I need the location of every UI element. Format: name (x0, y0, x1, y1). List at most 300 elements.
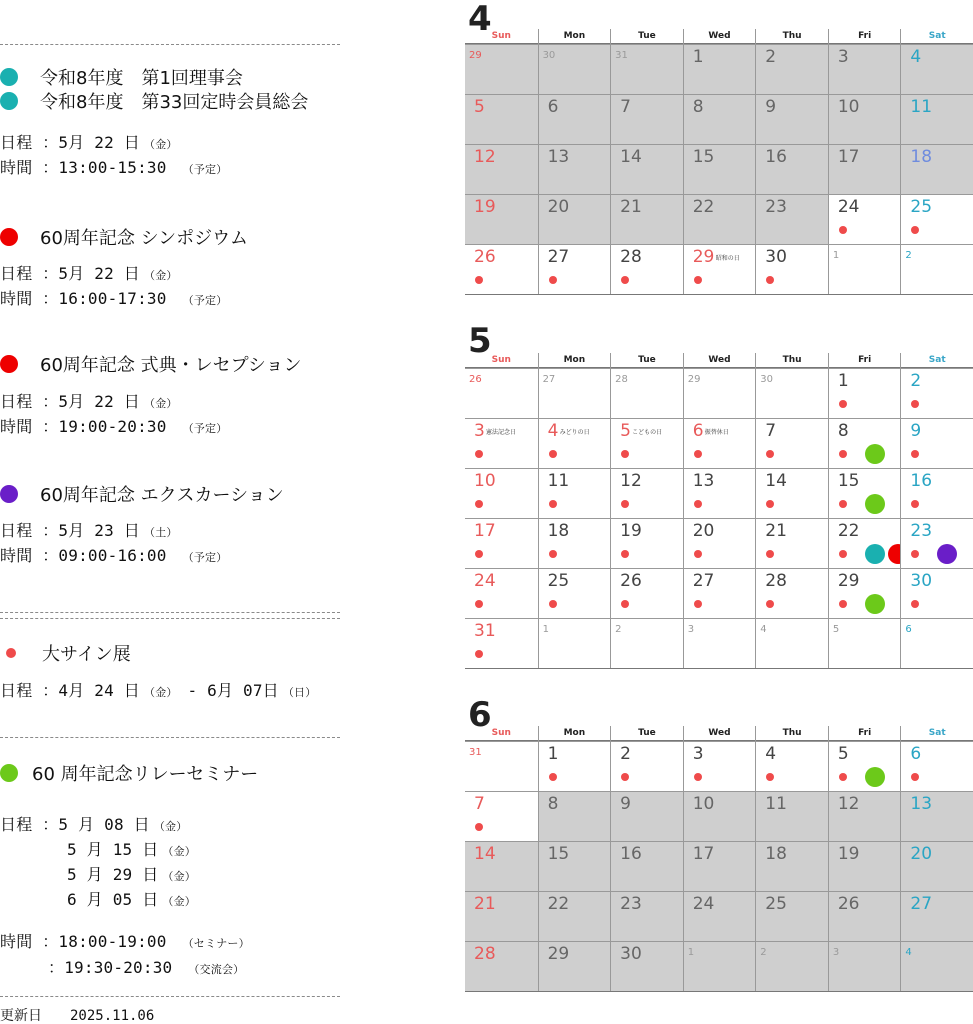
weekday-tue: Tue (610, 353, 683, 368)
exhibition-dot-icon (839, 773, 847, 781)
day-number: 30 (760, 374, 774, 385)
time-note: （交流会） (188, 963, 245, 976)
day-number: 14 (474, 844, 496, 864)
day-number: 1 (542, 624, 549, 635)
day-number: 24 (837, 197, 860, 217)
weekday-sun: Sun (491, 31, 511, 41)
exhibition-dot-icon (694, 500, 702, 508)
event-title-text: 令和8年度 第33回定時会員総会 (40, 92, 309, 113)
calendar-day[interactable] (538, 791, 611, 841)
day-number: 30 (910, 571, 933, 591)
weekday-fri: Fri (828, 726, 901, 741)
calendar-day[interactable] (900, 468, 973, 518)
day-number: 27 (542, 374, 556, 385)
date-text: 5 月 29 日 (67, 865, 159, 884)
event-general-meeting-title (0, 88, 308, 114)
calendar-day-outside[interactable] (755, 941, 828, 991)
day-number: 29 (687, 374, 701, 385)
calendar-day[interactable] (538, 741, 611, 791)
event-date (67, 887, 196, 910)
day-number: 11 (765, 794, 787, 814)
weekday-thu: Thu (755, 353, 828, 368)
calendar-day[interactable] (683, 468, 756, 518)
holiday-label: 憲法記念日 (486, 429, 517, 436)
day-number: 15 (547, 844, 570, 864)
calendar-day[interactable] (683, 518, 756, 568)
calendar-day-outside[interactable] (755, 368, 828, 418)
calendar-day[interactable] (755, 94, 828, 144)
calendar-day-outside[interactable] (610, 368, 683, 418)
day-number: 22 (547, 894, 570, 914)
calendar-day[interactable] (465, 468, 538, 518)
calendar-day-outside[interactable] (900, 941, 973, 991)
calendar-day[interactable] (538, 941, 611, 991)
calendar-day[interactable] (538, 418, 611, 468)
day-number: 6 (547, 97, 559, 117)
calendar-day[interactable] (610, 418, 683, 468)
exhibition-dot-icon (549, 276, 557, 284)
day-number: 1 (692, 47, 704, 67)
calendar-day[interactable] (538, 244, 611, 294)
calendar-day[interactable] (538, 518, 611, 568)
calendar-day[interactable] (538, 144, 611, 194)
weekday-sat: Sat (900, 29, 973, 44)
calendar-day-outside[interactable] (465, 44, 538, 94)
teal-event-icon[interactable] (865, 544, 885, 564)
day-number: 2 (620, 744, 631, 764)
day-number: 2 (615, 624, 622, 635)
calendar-day-outside[interactable] (538, 618, 611, 668)
event-time (0, 286, 227, 309)
calendar-day[interactable] (610, 741, 683, 791)
calendar-day[interactable] (828, 791, 901, 841)
calendar-day[interactable] (900, 144, 973, 194)
calendar-day[interactable] (465, 518, 538, 568)
calendar-day[interactable] (683, 194, 756, 244)
time-note: （予定） (182, 294, 228, 307)
calendar-day[interactable] (755, 468, 828, 518)
day-number: 13 (910, 794, 933, 814)
exhibition-dot-icon (911, 600, 919, 608)
calendar-day[interactable] (755, 44, 828, 94)
calendar-day[interactable] (900, 44, 973, 94)
calendar-day[interactable] (610, 941, 683, 991)
green-circle-icon (0, 764, 18, 782)
day-number: 12 (837, 794, 860, 814)
calendar-day-outside[interactable] (465, 368, 538, 418)
day-number: 31 (615, 50, 628, 61)
red-circle-icon (0, 228, 18, 246)
exhibition-dot-icon (549, 550, 557, 558)
exhibition-dot-icon (694, 773, 702, 781)
day-number: 9 (620, 794, 631, 814)
calendar-day[interactable] (538, 568, 611, 618)
calendar-day[interactable] (755, 244, 828, 294)
day-number: 3 (692, 744, 704, 764)
event-time (0, 155, 227, 178)
event-excursion-title (0, 481, 284, 507)
date-text: 日程 ：5 月 08 日 (0, 815, 150, 834)
day-number: 2 (910, 371, 922, 391)
calendar-day-outside[interactable] (610, 618, 683, 668)
weekday-header (465, 353, 973, 368)
exhibition-dot-icon (911, 550, 919, 558)
weekday-note: （土） (144, 526, 178, 539)
calendar-day[interactable] (900, 841, 973, 891)
calendar-day[interactable] (610, 194, 683, 244)
day-number: 25 (765, 894, 787, 914)
day-number: 10 (474, 471, 496, 491)
event-title-text: 60 周年記念リレーセミナー (32, 764, 259, 785)
divider (0, 44, 340, 45)
calendar-day[interactable] (538, 891, 611, 941)
day-number: 17 (837, 147, 860, 167)
day-number: 21 (474, 894, 496, 914)
exhibition-dot-icon (766, 276, 774, 284)
exhibition-dot-icon (766, 450, 774, 458)
day-number: 6 (910, 744, 922, 764)
event-time (0, 543, 227, 566)
day-number: 2 (760, 947, 767, 958)
day-number: 16 (620, 844, 642, 864)
day-number: 30 (765, 247, 787, 267)
day-number: 3 (474, 421, 485, 441)
day-number: 14 (765, 471, 787, 491)
calendar-day-outside[interactable] (900, 244, 973, 294)
calendar-day[interactable] (465, 891, 538, 941)
calendar-day[interactable] (465, 244, 538, 294)
calendar-day[interactable] (538, 468, 611, 518)
green-event-icon[interactable] (865, 767, 885, 787)
event-date (0, 261, 178, 284)
calendar-day-outside[interactable] (465, 741, 538, 791)
green-event-icon[interactable] (865, 494, 885, 514)
event-date (0, 678, 316, 701)
calendar-day[interactable] (828, 368, 901, 418)
purple-circle-icon (0, 485, 18, 503)
red-circle-icon (0, 355, 18, 373)
day-number: 28 (474, 944, 496, 964)
calendar-day[interactable] (610, 144, 683, 194)
event-title-text: 大サイン展 (42, 644, 131, 665)
calendar-day[interactable] (465, 568, 538, 618)
calendar-day[interactable] (610, 94, 683, 144)
day-number: 1 (837, 371, 849, 391)
calendar-day-outside[interactable] (683, 941, 756, 991)
event-date (0, 130, 178, 153)
calendar-day[interactable] (900, 194, 973, 244)
calendar-day[interactable] (683, 891, 756, 941)
day-number: 28 (615, 374, 628, 385)
calendar-day[interactable] (610, 791, 683, 841)
weekday-note: （金） (144, 397, 178, 410)
exhibition-dot-icon (911, 450, 919, 458)
calendar-day[interactable] (828, 468, 901, 518)
calendar-day[interactable] (610, 568, 683, 618)
calendar-day[interactable] (828, 144, 901, 194)
calendar-day[interactable] (465, 418, 538, 468)
weekday-note: （金） (162, 895, 197, 908)
month-number: 4 (468, 0, 492, 39)
exhibition-dot-icon (839, 450, 847, 458)
calendar-day[interactable] (828, 841, 901, 891)
weekday-mon: Mon (538, 353, 611, 368)
weekday-note: （日） (282, 686, 317, 699)
time-note: （予定） (182, 422, 228, 435)
day-number: 3 (837, 47, 849, 67)
exhibition-dot-icon (911, 226, 919, 234)
calendar-day[interactable] (683, 44, 756, 94)
weekday-sun: Sun (491, 355, 511, 365)
calendar-day[interactable] (755, 418, 828, 468)
time-text: 時間 ：09:00-16:00 (0, 546, 167, 565)
calendar-day-outside[interactable] (828, 618, 901, 668)
exhibition-dot-icon (621, 276, 629, 284)
divider (0, 737, 340, 738)
date-text: 日程 ：5月 22 日 (0, 133, 140, 152)
updated-label: 更新日 (0, 1008, 42, 1024)
calendar-day[interactable] (610, 468, 683, 518)
weekday-thu: Thu (755, 29, 828, 44)
day-number: 7 (620, 97, 631, 117)
exhibition-dot-icon (475, 600, 483, 608)
exhibition-dot-icon (911, 500, 919, 508)
exhibition-dot-icon (475, 500, 483, 508)
day-number: 18 (910, 147, 933, 167)
day-number: 7 (474, 794, 485, 814)
calendar-day[interactable] (755, 891, 828, 941)
calendar-day[interactable] (755, 194, 828, 244)
day-number: 27 (692, 571, 715, 591)
teal-circle-icon (0, 92, 18, 110)
calendar-day[interactable] (465, 941, 538, 991)
calendar-day[interactable] (755, 741, 828, 791)
day-number: 10 (837, 97, 860, 117)
divider (0, 618, 340, 619)
calendar-day[interactable] (828, 741, 901, 791)
calendar-day[interactable] (538, 841, 611, 891)
calendar-day-outside[interactable] (900, 618, 973, 668)
calendar-day[interactable] (900, 791, 973, 841)
weekday-fri: Fri (828, 29, 901, 44)
calendar-day[interactable] (900, 94, 973, 144)
calendar-day[interactable] (683, 418, 756, 468)
day-number: 25 (547, 571, 570, 591)
day-number: 30 (620, 944, 642, 964)
weekday-note: （金） (162, 870, 197, 883)
event-title-text: 令和8年度 第1回理事会 (40, 68, 243, 89)
date-text: 5 月 15 日 (67, 840, 159, 859)
calendar-day[interactable] (828, 194, 901, 244)
time-text: 時間 ：19:00-20:30 (0, 417, 167, 436)
day-number: 9 (910, 421, 922, 441)
holiday-label: 振替休日 (704, 429, 729, 436)
weekday-wed: Wed (683, 29, 756, 44)
exhibition-dot-icon (621, 450, 629, 458)
calendar-day[interactable] (683, 568, 756, 618)
calendar-day[interactable] (465, 144, 538, 194)
calendar-day[interactable] (828, 518, 901, 568)
day-number: 21 (765, 521, 787, 541)
calendar-day[interactable] (610, 891, 683, 941)
calendar-april (465, 0, 973, 292)
calendar-day[interactable] (755, 791, 828, 841)
day-number: 8 (692, 97, 704, 117)
calendar-day[interactable] (828, 94, 901, 144)
exhibition-dot-icon (621, 773, 629, 781)
exhibition-dot-icon (549, 773, 557, 781)
day-number: 3 (832, 947, 840, 958)
day-number: 26 (469, 374, 482, 385)
time-note: （予定） (182, 163, 228, 176)
weekday-sun: Sun (491, 728, 511, 738)
day-number: 9 (765, 97, 777, 117)
weekday-tue: Tue (610, 726, 683, 741)
exhibition-dot-icon (475, 823, 483, 831)
divider (0, 996, 340, 997)
calendar-day[interactable] (465, 618, 538, 668)
date-text: 6 月 05 日 (67, 890, 159, 909)
time-note: （予定） (182, 551, 228, 564)
calendar-day[interactable] (755, 144, 828, 194)
event-date (0, 518, 178, 541)
day-number: 26 (474, 247, 496, 267)
weekday-note: （金） (153, 820, 188, 833)
calendar-day[interactable] (900, 368, 973, 418)
day-number: 23 (910, 521, 933, 541)
exhibition-dot-icon (839, 600, 847, 608)
date-text: - 6月 07日 (187, 681, 279, 700)
calendar-day[interactable] (683, 741, 756, 791)
event-relay-seminar-title (0, 760, 258, 786)
calendar-may (465, 322, 973, 667)
weekday-header (465, 29, 973, 44)
calendar-day-outside[interactable] (828, 244, 901, 294)
calendar-day[interactable] (755, 841, 828, 891)
day-number: 16 (765, 147, 787, 167)
calendar-day-outside[interactable] (538, 44, 611, 94)
day-number: 26 (837, 894, 860, 914)
calendar-day-outside[interactable] (755, 618, 828, 668)
event-list (0, 0, 345, 1024)
weekday-thu: Thu (755, 726, 828, 741)
calendar-day[interactable] (755, 568, 828, 618)
date-text: 日程 ：5月 23 日 (0, 521, 140, 540)
day-number: 11 (547, 471, 570, 491)
date-text: 日程 ：5月 22 日 (0, 392, 140, 411)
day-number: 20 (547, 197, 570, 217)
day-number: 13 (547, 147, 570, 167)
calendar-day[interactable] (610, 518, 683, 568)
month-number: 5 (468, 321, 492, 361)
calendar-day[interactable] (465, 194, 538, 244)
day-number: 23 (765, 197, 787, 217)
weekday-wed: Wed (683, 726, 756, 741)
green-event-icon[interactable] (865, 594, 885, 614)
calendar-day[interactable] (828, 568, 901, 618)
event-board-meeting-title (0, 64, 243, 90)
calendar-day[interactable] (683, 841, 756, 891)
calendar-day[interactable] (900, 568, 973, 618)
calendar-day[interactable] (828, 418, 901, 468)
day-number: 11 (910, 97, 933, 117)
weekday-note: （金） (144, 138, 178, 151)
calendar-day-outside[interactable] (828, 941, 901, 991)
calendar-day[interactable] (465, 841, 538, 891)
day-number: 8 (837, 421, 849, 441)
day-number: 1 (547, 744, 559, 764)
calendar-day-outside[interactable] (683, 368, 756, 418)
calendar-day[interactable] (610, 841, 683, 891)
calendar-day[interactable] (683, 791, 756, 841)
weekday-sat: Sat (900, 353, 973, 368)
day-number: 26 (620, 571, 642, 591)
exhibition-dot-icon (475, 450, 483, 458)
exhibition-dot-icon (839, 550, 847, 558)
day-number: 12 (474, 147, 496, 167)
day-number: 12 (620, 471, 642, 491)
exhibition-dot-icon (475, 550, 483, 558)
calendar-day[interactable] (828, 44, 901, 94)
calendar-day[interactable] (683, 144, 756, 194)
event-symposium-title (0, 224, 248, 250)
day-number: 8 (547, 794, 559, 814)
day-number: 4 (547, 421, 559, 441)
calendar-day[interactable] (465, 791, 538, 841)
calendar-day[interactable] (465, 94, 538, 144)
exhibition-dot-icon (766, 500, 774, 508)
holiday-label: こどもの日 (632, 429, 663, 436)
green-event-icon[interactable] (865, 444, 885, 464)
calendar-day[interactable] (538, 94, 611, 144)
calendar-day[interactable] (900, 741, 973, 791)
date-text: 日程 ：4月 24 日 (0, 681, 140, 700)
calendar-day-outside[interactable] (610, 44, 683, 94)
calendar-day[interactable] (900, 418, 973, 468)
calendar-day[interactable] (900, 518, 973, 568)
weekday-note: （金） (162, 845, 197, 858)
time-text: ：19:30-20:30 (48, 958, 173, 977)
day-number: 24 (692, 894, 715, 914)
date-text: 日程 ：5月 22 日 (0, 264, 140, 283)
calendar-day[interactable] (610, 244, 683, 294)
day-number: 5 (620, 421, 631, 441)
day-number: 16 (910, 471, 933, 491)
day-number: 28 (765, 571, 787, 591)
day-number: 5 (837, 744, 849, 764)
day-number: 29 (837, 571, 860, 591)
calendar-day-outside[interactable] (538, 368, 611, 418)
calendar-day[interactable] (538, 194, 611, 244)
day-number: 13 (692, 471, 715, 491)
purple-event-icon[interactable] (937, 544, 957, 564)
calendar-day-outside[interactable] (683, 618, 756, 668)
exhibition-dot-icon (694, 550, 702, 558)
calendar-day[interactable] (828, 891, 901, 941)
holiday-label: みどりの日 (559, 429, 590, 436)
day-number: 4 (760, 624, 767, 635)
day-number: 20 (692, 521, 715, 541)
calendar-day[interactable] (900, 891, 973, 941)
event-time (0, 929, 250, 952)
day-number: 17 (692, 844, 715, 864)
calendar-day[interactable] (755, 518, 828, 568)
calendar-day[interactable] (683, 244, 756, 294)
event-sign-exhibition-title (0, 640, 131, 666)
day-number: 29 (547, 944, 570, 964)
time-note: （セミナー） (182, 937, 250, 950)
calendar-day[interactable] (683, 94, 756, 144)
